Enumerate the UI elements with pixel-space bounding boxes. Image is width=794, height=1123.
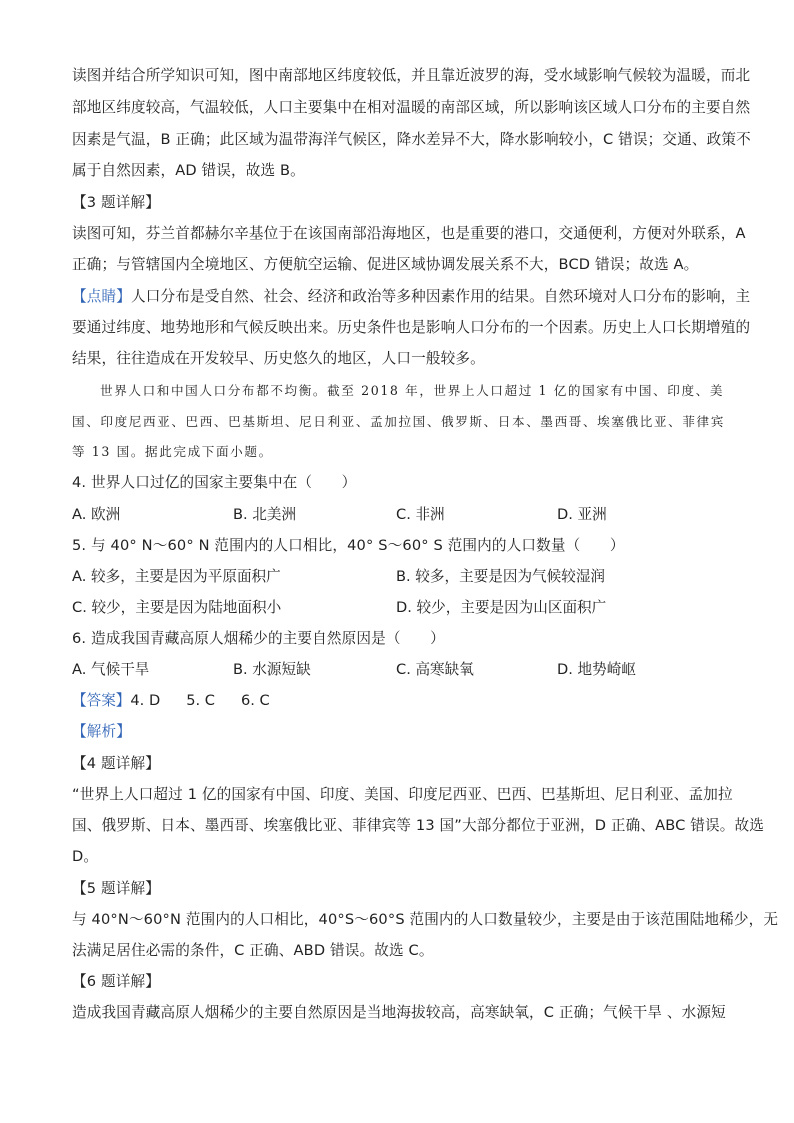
q5-option-b: B. 较多，主要是因为气候较湿润 <box>396 568 606 585</box>
q4-option-a: A. 欧洲 <box>72 506 121 523</box>
section-heading-q3: 【3 题详解】 <box>72 194 160 211</box>
answer-line <box>72 691 296 711</box>
paragraph-line: 因素是气温，B 正确；此区域为温带海洋气候区，降水差异不大，降水影响较小，C 错误；交通、政策不 <box>72 131 751 148</box>
paragraph-line: 读图可知，芬兰首都赫尔辛基位于在该国南部沿海地区，也是重要的港口，交通便利，方便对外联系，A <box>72 225 746 242</box>
intro-line: 等 13 国。据此完成下面小题。 <box>72 444 273 459</box>
question-4-stem: 4. 世界人口过亿的国家主要集中在（ ） <box>72 474 357 491</box>
paragraph-line: 国、俄罗斯、日本、墨西哥、埃塞俄比亚、菲律宾等 13 国”大部分都位于亚洲，D 正确、ABC 错误。故选 <box>72 817 764 834</box>
q4-option-d: D. 亚洲 <box>557 506 607 523</box>
q6-option-c: C. 高寒缺氧 <box>396 661 474 678</box>
dianjing-tag: 【点睛】 <box>72 288 131 305</box>
section-heading-q5: 【5 题详解】 <box>72 880 160 897</box>
answer-value: 4. D <box>130 692 161 709</box>
q5-option-a: A. 较多，主要是因为平原面积广 <box>72 568 281 585</box>
paragraph-line: 部地区纬度较高，气温较低，人口主要集中在相对温暖的南部区域，所以影响该区域人口分布的主要自然 <box>72 99 751 116</box>
q5-option-d: D. 较少，主要是因为山区面积广 <box>396 599 607 616</box>
q5-option-c: C. 较少，主要是因为陆地面积小 <box>72 599 282 616</box>
paragraph-line: D。 <box>72 848 99 865</box>
q4-option-b: B. 北美洲 <box>233 506 297 523</box>
paragraph-line: 读图并结合所学知识可知，图中南部地区纬度较低，并且靠近波罗的海，受水域影响气候较为温暖，而北 <box>72 67 751 84</box>
paragraph-line: 法满足居住必需的条件，C 正确、ABD 错误。故选 C。 <box>72 942 434 959</box>
q6-option-d: D. 地势崎岖 <box>557 661 636 678</box>
paragraph-line: 结果，往往造成在开发较早、历史悠久的地区，人口一般较多。 <box>72 350 485 367</box>
answer-value: 5. C <box>186 692 215 709</box>
question-6-stem: 6. 造成我国青藏高原人烟稀少的主要自然原因是（ ） <box>72 630 445 647</box>
question-5-stem: 5. 与 40° N～60° N 范围内的人口相比，40° S～60° S 范围内的人口数量（ ） <box>72 537 625 554</box>
paragraph-line: 要通过纬度、地势地形和气候反映出来。历史条件也是影响人口分布的一个因素。历史上人口长期增殖的 <box>72 319 751 336</box>
answer-value: 6. C <box>240 692 270 709</box>
section-heading-q6: 【6 题详解】 <box>72 973 160 990</box>
paragraph-line: 与 40°N～60°N 范围内的人口相比，40°S～60°S 范围内的人口数量较少，主要是由于该范围陆地稀少，无 <box>72 911 779 928</box>
paragraph-line: 正确；与管辖国内全境地区、方便航空运输、促进区域协调发展关系不大，BCD 错误；故选 A。 <box>72 256 699 273</box>
paragraph-line: 属于自然因素，AD 错误，故选 B。 <box>72 162 305 179</box>
intro-line: 国、印度尼西亚、巴西、巴基斯坦、尼日利亚、孟加拉国、俄罗斯、日本、墨西哥、埃塞俄比亚、菲律宾 <box>72 414 725 429</box>
q6-option-b: B. 水源短缺 <box>233 661 311 678</box>
paragraph-line: 造成我国青藏高原人烟稀少的主要自然原因是当地海拔较高，高寒缺氧，C 正确；气候干旱 、水源短 <box>72 1004 726 1021</box>
answer-tag: 【答案】 <box>72 692 131 709</box>
paragraph-line: “世界上人口超过 1 亿的国家有中国、印度、美国、印度尼西亚、巴西、巴基斯坦、尼日利亚、孟加拉 <box>72 786 733 803</box>
dianjing-text: 人口分布是受自然、社会、经济和政治等多种因素作用的结果。自然环境对人口分布的影响，主 <box>130 288 751 305</box>
intro-line: 世界人口和中国人口分布都不均衡。截至 2018 年，世界上人口超过 1 亿的国家有中国、印度、美 <box>100 383 725 398</box>
dianjing-paragraph <box>72 287 751 307</box>
analysis-tag: 【解析】 <box>72 723 131 740</box>
section-heading-q4: 【4 题详解】 <box>72 755 160 772</box>
q4-option-c: C. 非洲 <box>396 506 445 523</box>
q6-option-a: A. 气候干旱 <box>72 661 150 678</box>
